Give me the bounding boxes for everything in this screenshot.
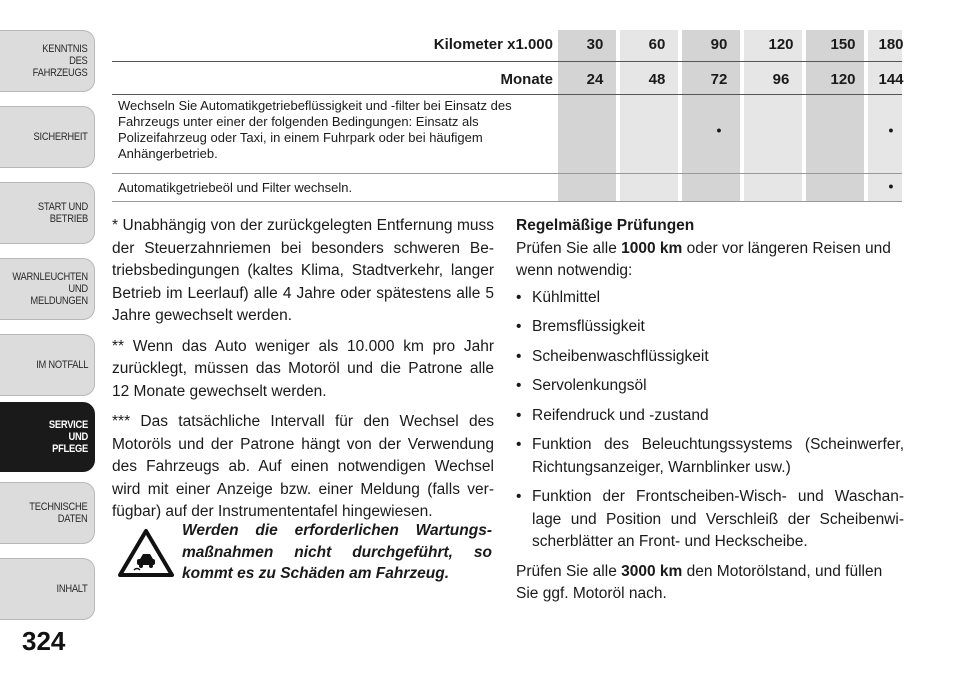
checks-list	[516, 287, 904, 554]
header-divider	[112, 94, 902, 95]
list-item: • Servolenkungsöl	[516, 375, 904, 398]
column-shade	[744, 30, 802, 202]
km-value: 180	[878, 36, 904, 53]
list-item: • Kühlmittel	[516, 287, 904, 310]
footnote: ** Wenn das Auto weniger als 10.000 km pro Jahr zurücklegt, müssen das Motoröl und die Patrone alle 12 Monate gewechselt werden.	[112, 337, 494, 400]
km-value: 30	[586, 36, 604, 53]
row-divider	[112, 173, 902, 174]
tab-label: SICHERHEIT	[33, 131, 88, 143]
tab-im-notfall[interactable]	[0, 334, 95, 396]
footnote: *** Das tatsächliche Intervall für den Wechsel des Motoröls und der Patrone hängt von der Verwendung des Fahrzeugs ab. Auf einen notwendigen Wechsel wird mit einer Anzeige bzw. einer Meldung (falls ver- fügbar) auf der Instrumententafel hingewiesen.	[112, 413, 494, 520]
tab-label: START UND BETRIEB	[37, 201, 88, 225]
intro-text: oder vor längeren Reisen und wenn notwendig:	[516, 239, 891, 279]
car-skid-warning-icon	[118, 528, 174, 578]
month-value: 120	[830, 71, 856, 88]
interval-mark: •	[888, 122, 894, 138]
outro-interval: 3000 km	[621, 562, 683, 580]
intro-text: Prüfen Sie alle	[516, 239, 622, 257]
list-item: • Reifendruck und -zustand	[516, 405, 904, 428]
tab-kenntnis-des-fahrzeugs[interactable]	[0, 30, 95, 92]
column-shade	[620, 30, 678, 202]
km-header-label: Kilometer x1.000	[433, 36, 553, 53]
column-shade	[868, 30, 902, 202]
tab-label: WARNLEUCHTEN UND MELDUNGEN	[12, 271, 88, 307]
checks-outro	[516, 561, 904, 606]
outro-text: den Motorölstand, und füllen Sie ggf. Motoröl nach.	[516, 562, 883, 602]
list-item: • Scheibenwaschflüssigkeit	[516, 346, 904, 369]
tab-label: INHALT	[56, 583, 88, 595]
month-value: 24	[586, 71, 604, 88]
list-item: • Funktion der Frontscheiben-Wisch- und Waschan- lage und Position und Verschleiß der Scheibenwi- scherblätter an Front- und Heckscheibe.	[516, 486, 904, 554]
checks-intro	[516, 238, 904, 283]
tab-label: KENNTNIS DES FAHRZEUGS	[33, 43, 88, 79]
warning-text: Werden die erforderlichen Wartungs- maßnahmen nicht durchgeführt, so kommt es zu Schäden am Fahrzeug.	[182, 522, 492, 582]
interval-mark: •	[888, 178, 894, 194]
tab-start-und-betrieb[interactable]	[0, 182, 95, 244]
column-shade	[806, 30, 864, 202]
km-value: 90	[710, 36, 728, 53]
months-header-label: Monate	[500, 71, 553, 88]
km-value: 150	[830, 36, 856, 53]
row-divider	[112, 201, 902, 202]
page-number: 324	[22, 626, 66, 656]
column-shade	[558, 30, 616, 202]
km-value: 120	[768, 36, 794, 53]
tab-label: IM NOTFALL	[35, 359, 88, 371]
header-divider	[112, 61, 902, 62]
tab-sicherheit[interactable]	[0, 106, 95, 168]
footnote: * Unabhängig von der zurückgelegten Entfernung muss der Steuerzahnriemen bei besonders schweren Be- triebsbedingungen (kaltes Klima, Stadtverkehr, langer Betrieb im Leerlauf) alle 4 Jahre oder spätestens alle 5 Jahre gewechselt werden.	[112, 217, 494, 324]
tab-label: SERVICE UND PFLEGE	[48, 419, 88, 455]
tab-inhalt[interactable]	[0, 558, 95, 620]
km-value: 60	[648, 36, 666, 53]
outro-text: Prüfen Sie alle	[516, 562, 622, 580]
footnotes	[112, 215, 494, 532]
month-value: 72	[710, 71, 728, 88]
tab-warnleuchten-und-meldungen[interactable]	[0, 258, 95, 320]
regular-checks-section	[516, 215, 904, 606]
section-heading: Regelmäßige Prüfungen	[516, 217, 695, 234]
table-row-text: Automatikgetriebeöl und Filter wechseln.	[118, 180, 353, 195]
month-value: 96	[772, 71, 790, 88]
intro-interval: 1000 km	[621, 239, 683, 257]
interval-mark: •	[716, 122, 722, 138]
tab-technische-daten[interactable]	[0, 482, 95, 544]
tab-service-und-pflege[interactable]	[0, 402, 95, 472]
month-value: 144	[878, 71, 904, 88]
list-item: • Funktion des Beleuchtungssystems (Scheinwerfer, Richtungsanzeiger, Warnblinker usw.)	[516, 434, 904, 479]
warning-box	[112, 518, 494, 588]
column-shade	[682, 30, 740, 202]
month-value: 48	[648, 71, 666, 88]
tab-label: TECHNISCHE DATEN	[29, 501, 88, 525]
list-item: • Bremsflüssigkeit	[516, 316, 904, 339]
table-row-text: Wechseln Sie Automatikgetriebeflüssigkeit und -filter bei Einsatz des Fahrzeugs unter einer der folgenden Bedingungen: Einsatz als Polizeifahrzeug oder Taxi, in einem Fuhrpark oder bei häufigem Anhängerbetrieb.	[118, 98, 512, 161]
